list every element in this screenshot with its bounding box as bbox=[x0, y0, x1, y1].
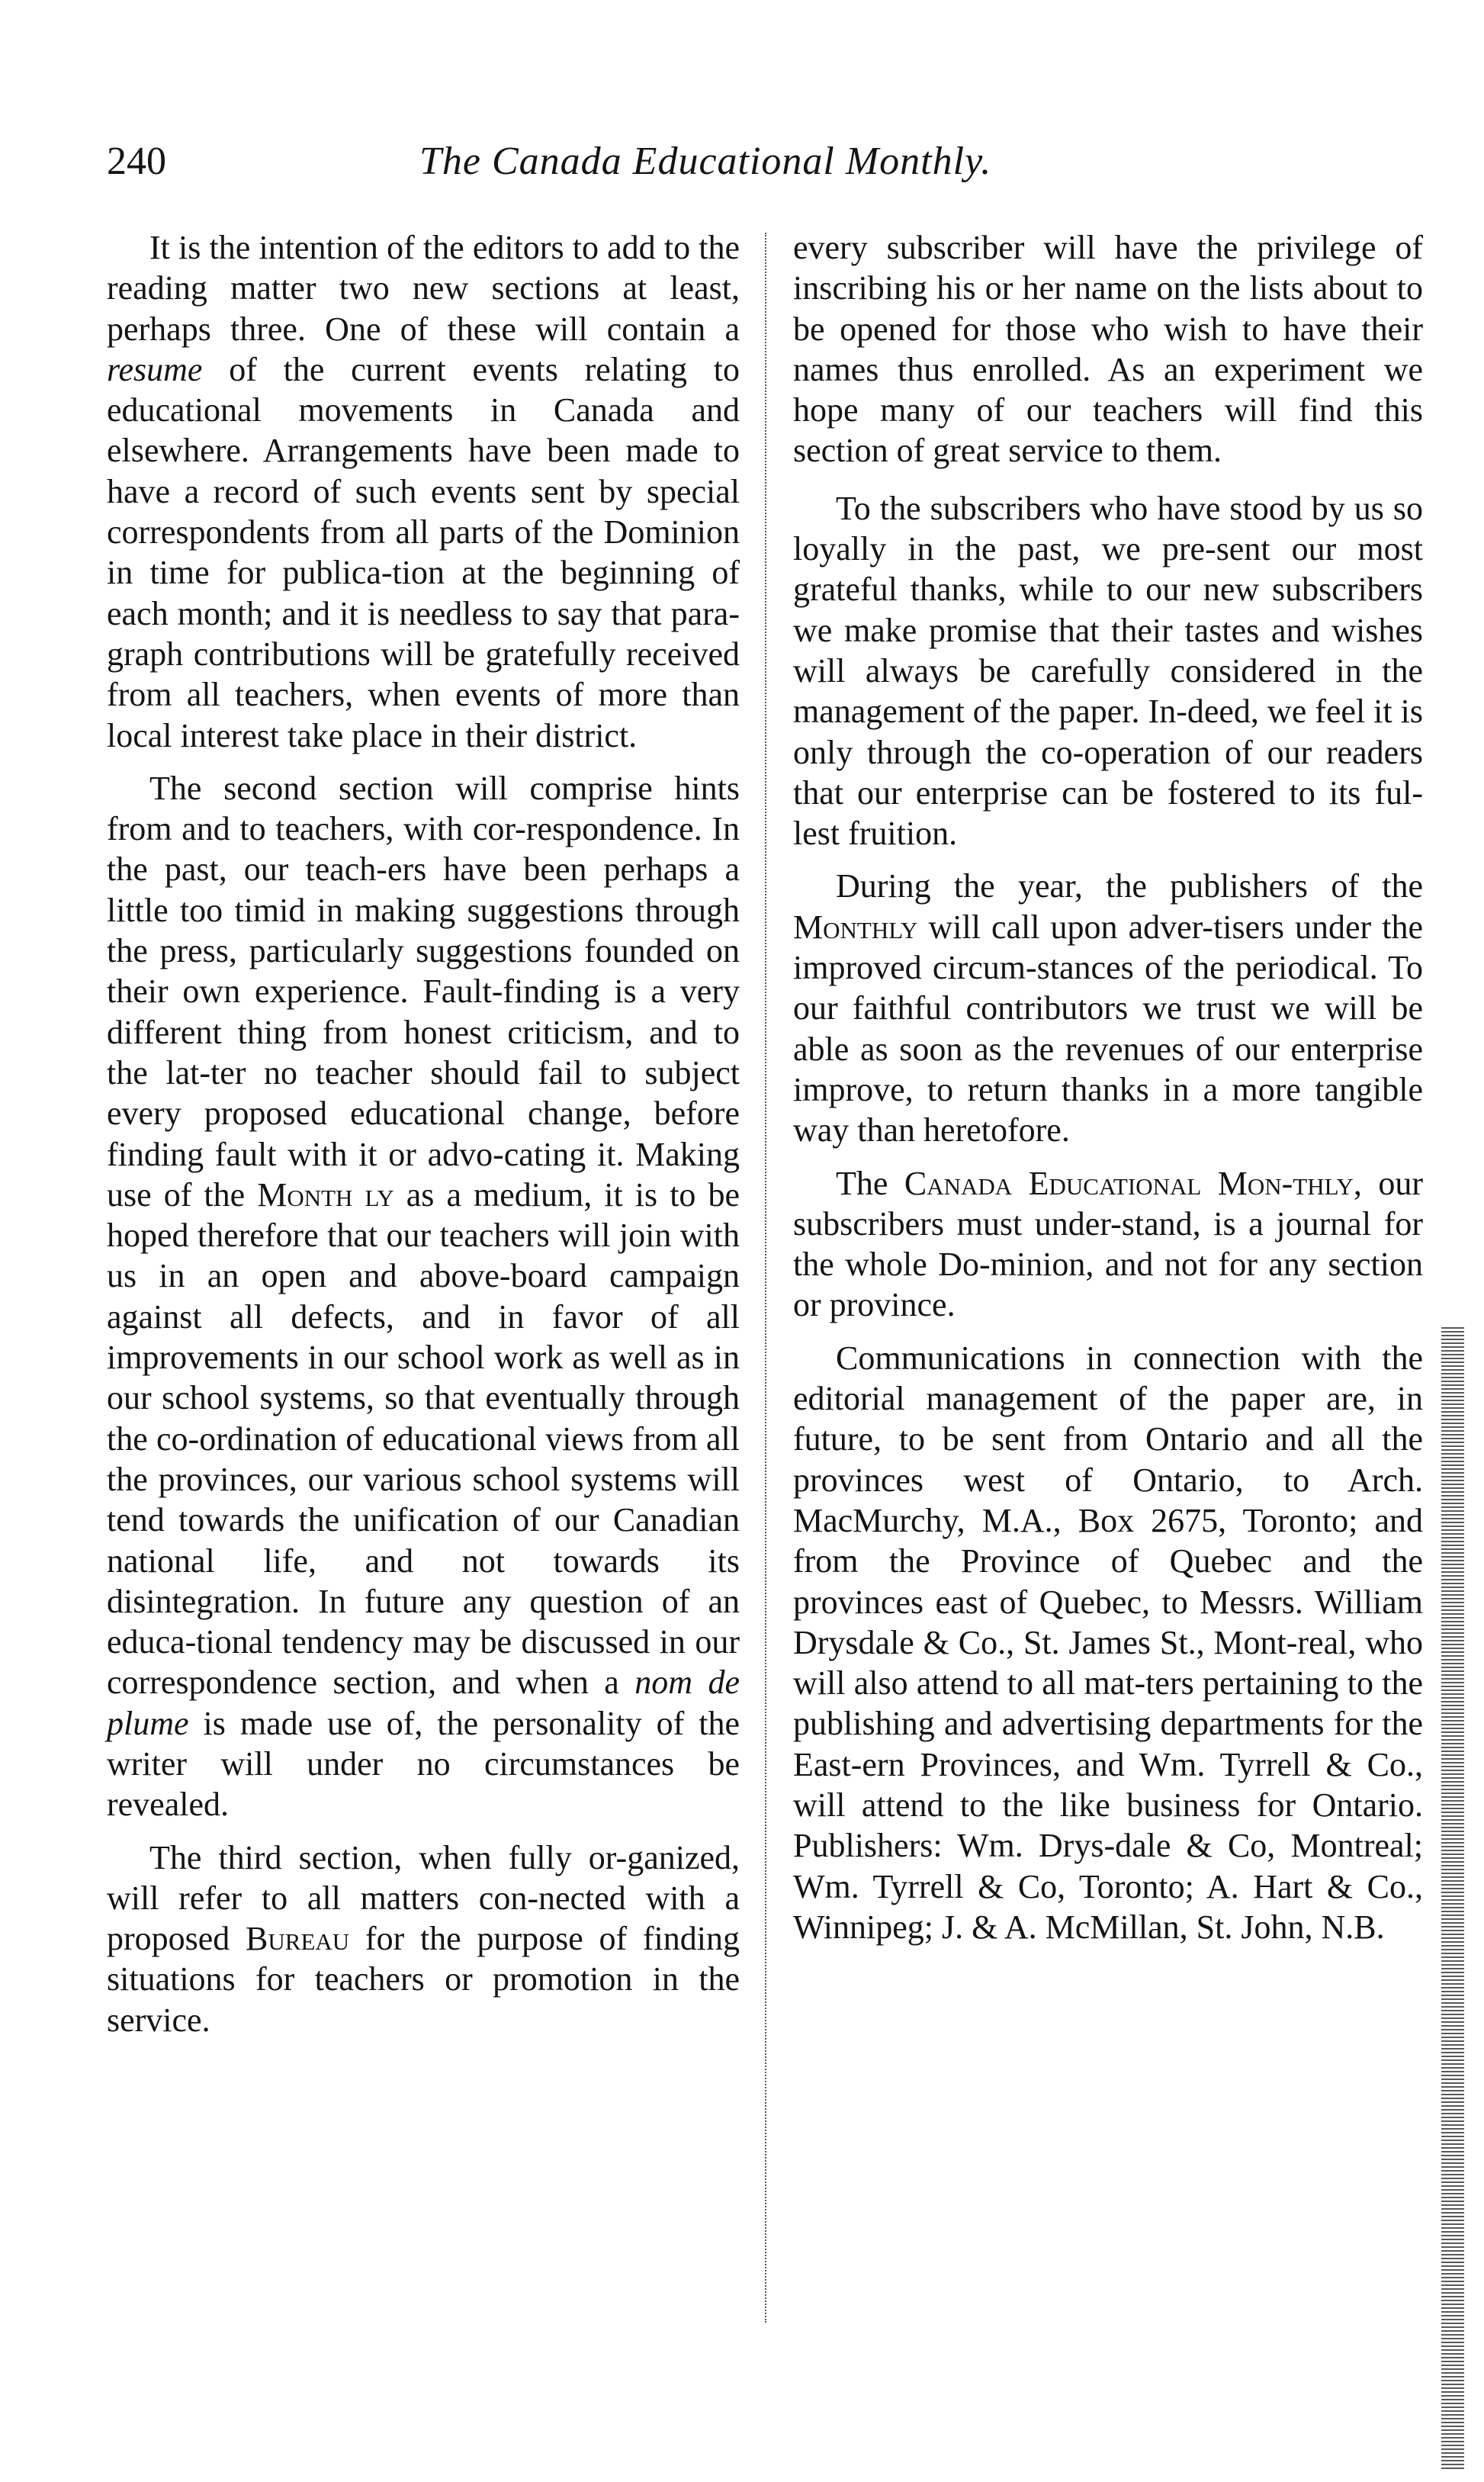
text-segment: is made use of, the personality of the writer will under no circumstances be revealed. bbox=[107, 1704, 740, 1824]
page-number: 240 bbox=[107, 140, 166, 183]
scan-edge-artifact bbox=[1441, 1327, 1464, 2471]
text-segment: The bbox=[836, 1164, 904, 1202]
small-caps-term: Monthly bbox=[793, 908, 918, 946]
italic-term: nom de plume bbox=[107, 1664, 740, 1742]
text-segment: as a medium, it is to be hoped therefore that our teachers will join with us in an open and above-board campaign against all defects, and in favor of all improvements in our school work as well as in our school systems, so that eventually through the co-ordination of educational views from all the provinces, our various school systems will tend towards the unification of our Canadian national life, and not towards its disintegration. In future any question of an educa-tional tendency may be discussed in our correspondence section, and when a bbox=[107, 1175, 740, 1702]
right-column bbox=[793, 227, 1423, 1960]
small-caps-term: Month ly bbox=[257, 1175, 394, 1214]
text-segment: During the year, the publishers of the bbox=[836, 867, 1423, 905]
text-segment: The second section will comprise hints from and to teachers, with cor-respondence. In the past, our teach-ers have been perhaps a little too timid in making suggestions through the press, particularly suggestions founded on their own experience. Fault-finding is a very different thing from honest criticism, and to the lat-ter no teacher should fail to subject every proposed educational change, before finding fault with it or advo-cating it. Making use of the bbox=[107, 769, 740, 1214]
paragraph-communications bbox=[793, 1338, 1423, 1947]
paragraph-advertisers bbox=[793, 866, 1423, 1150]
small-caps-term: Canada Educational Mon-thly bbox=[904, 1164, 1354, 1202]
text-segment: It is the intention of the editors to add to the reading matter two new sections at least, perhaps three. One of these will contain a bbox=[107, 229, 740, 348]
text-segment: for the purpose of finding situations for teachers or promotion in the service. bbox=[107, 1920, 740, 2039]
column-divider bbox=[765, 233, 766, 2323]
text-segment: To the subscribers who have stood by us so loyally in the past, we pre-sent our most grateful thanks, while to our new subscribers we make promise that their tastes and wishes will always be carefully considered in the management of the paper. In-deed, we feel it is only through the co-operation of our readers that our enterprise can be fostered to its ful-lest fruition. bbox=[793, 489, 1423, 853]
text-segment: will call upon adver-tisers under the improved circum-stances of the periodical. To our faithful contributors we trust we will be able as soon as the revenues of our enterprise improve, to return thanks in a more tangible way than heretofore. bbox=[793, 908, 1423, 1149]
text-segment: , our subscribers must under-stand, is a journal for the whole Do-minion, and not for any section or province. bbox=[793, 1164, 1424, 1324]
paragraph-new-sections bbox=[107, 227, 740, 756]
paragraph-journal-scope bbox=[793, 1163, 1423, 1326]
left-column bbox=[107, 227, 740, 2053]
paragraph-second-section bbox=[107, 768, 740, 1825]
paragraph-thanks bbox=[793, 488, 1423, 854]
running-title: The Canada Educational Monthly. bbox=[419, 140, 992, 183]
paragraph-third-section bbox=[107, 1837, 740, 2040]
text-segment: Communications in connection with the editorial management of the paper are, in future, to be sent from Ontario and all the provinces west of Ontario, to Arch. MacMurchy, M.A., Box 2675, Toronto; and from the Province of Quebec and the provinces east of Quebec, to Messrs. William Drysdale & Co., St. James St., Mont-real, who will also attend to all mat-ters pertaining to the publishing and advertising departments for the East-ern Provinces, and Wm. Tyrrell & Co., will attend to the like business for Ontario. Publishers: Wm. Drys-dale & Co, Montreal; Wm. Tyrrell & Co, Toronto; A. Hart & Co., Winnipeg; J. & A. McMillan, St. John, N.B. bbox=[793, 1339, 1423, 1946]
text-segment: of the current events relating to educational movements in Canada and elsewhere. Arrangements have been made to have a record of such events sent by special correspondents from all parts of the Dominion in time for publica-tion at the beginning of each month; and it is needless to say that para-graph contributions will be gratefully received from all teachers, when events of more than local interest take place in their district. bbox=[107, 350, 740, 754]
text-segment: every subscriber will have the privilege of inscribing his or her name on the lists about to be opened for those who wish to have their names thus enrolled. As an experiment we hope many of our teachers will find this section of great service to them. bbox=[793, 229, 1423, 470]
page-header bbox=[107, 131, 1121, 192]
small-caps-term: Bureau bbox=[246, 1920, 350, 1958]
text-segment: The third section, when fully or-ganized, will refer to all matters con-nected with a proposed bbox=[107, 1838, 740, 1958]
paragraph-subscriber-privilege bbox=[793, 227, 1423, 471]
italic-term: resume bbox=[107, 350, 203, 388]
